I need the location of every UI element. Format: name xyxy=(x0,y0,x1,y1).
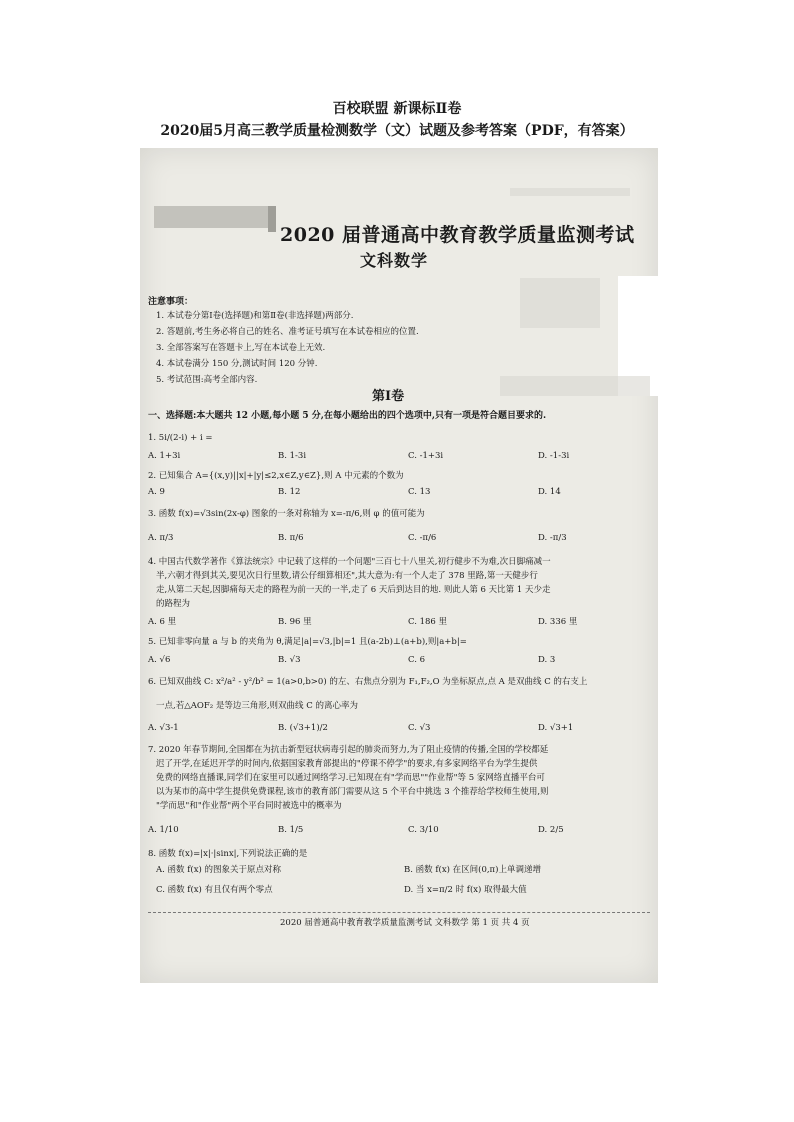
answer-option: A. √3-1 xyxy=(148,723,179,733)
answer-option: C. 3/10 xyxy=(408,825,439,835)
exam-title: 2020 届普通高中教育教学质量监测考试 xyxy=(280,224,635,246)
bleed-through-mark xyxy=(510,188,630,196)
part-title: 第Ⅰ卷 xyxy=(372,389,405,404)
answer-option: D. 3 xyxy=(538,655,556,665)
answer-option: B. 函数 f(x) 在区间(0,π)上单调递增 xyxy=(404,865,541,875)
answer-option: A. π/3 xyxy=(148,533,174,543)
answer-option: A. 函数 f(x) 的图象关于原点对称 xyxy=(156,865,282,875)
question-stem: 3. 函数 f(x)=√3sin(2x-φ) 图象的一条对称轴为 x=-π/6,则 φ 的值可能为 xyxy=(148,509,425,519)
answer-option: C. 186 里 xyxy=(408,617,448,627)
question-stem: 的路程为 xyxy=(156,599,191,609)
answer-option: A. 6 里 xyxy=(148,617,177,627)
question-stem: 2. 已知集合 A={(x,y)||x|+|y|≤2,x∈Z,y∈Z},则 A 中元素的个数为 xyxy=(148,471,404,481)
note-item: 2. 答题前,考生务必将自己的姓名、准考证号填写在本试卷相应的位置. xyxy=(156,327,419,337)
note-item: 5. 考试范围:高考全部内容. xyxy=(156,375,258,385)
answer-option: B. π/6 xyxy=(278,533,304,543)
bleed-through-mark xyxy=(520,278,600,328)
header-line-1: 百校联盟 新课标Ⅱ卷 xyxy=(332,101,462,117)
answer-option: B. 1-3i xyxy=(278,451,307,461)
question-stem: 免费的网络直播课,同学们在家里可以通过网络学习.已知现在有"学而思""作业帮"等 5 家网络直播平台可 xyxy=(156,773,545,783)
answer-option: C. √3 xyxy=(408,723,431,733)
question-stem: 一点,若△AOF₂ 是等边三角形,则双曲线 C 的离心率为 xyxy=(156,701,358,711)
answer-option: B. 1/5 xyxy=(278,825,304,835)
question-stem: 半,六朝才得到其关,要见次日行里数,请公仔细算相还",其大意为:有一个人走了 378 里路,第一天健步行 xyxy=(156,571,538,581)
bleed-through-mark xyxy=(500,376,650,396)
answer-option: C. 函数 f(x) 有且仅有两个零点 xyxy=(156,885,273,895)
answer-option: D. 14 xyxy=(538,487,561,497)
question-stem: 4. 中国古代数学著作《算法统宗》中记载了这样的一个问题"三百七十八里关,初行健步不为难,次日脚痛减一 xyxy=(148,557,551,567)
answer-option: D. 当 x=π/2 时 f(x) 取得最大值 xyxy=(404,885,527,895)
answer-option: D. -1-3i xyxy=(538,451,570,461)
answer-option: D. 336 里 xyxy=(538,617,578,627)
answer-option: D. √3+1 xyxy=(538,723,574,733)
answer-option: A. √6 xyxy=(148,655,171,665)
answer-option: C. -1+3i xyxy=(408,451,444,461)
note-item: 4. 本试卷满分 150 分,测试时间 120 分钟. xyxy=(156,359,318,369)
question-stem: 8. 函数 f(x)=|x|·|sinx|,下列说法正确的是 xyxy=(148,849,308,859)
exam-subtitle: 文科数学 xyxy=(360,251,429,270)
note-item: 1. 本试卷分第Ⅰ卷(选择题)和第Ⅱ卷(非选择题)两部分. xyxy=(156,311,354,321)
answer-option: B. √3 xyxy=(278,655,301,665)
redacted-stamp-edge xyxy=(268,206,276,232)
note-item: 3. 全部答案写在答题卡上,写在本试卷上无效. xyxy=(156,343,326,353)
scanned-exam-page xyxy=(140,148,658,983)
notes-heading: 注意事项： xyxy=(148,297,194,307)
answer-option: B. 12 xyxy=(278,487,301,497)
section-title: 一、选择题:本大题共 12 小题,每小题 5 分,在每小题给出的四个选项中,只有一项是符合题目要求的. xyxy=(148,411,547,421)
answer-option: B. 96 里 xyxy=(278,617,312,627)
answer-option: C. 13 xyxy=(408,487,431,497)
question-stem: 1. 5i/(2-i) + i = xyxy=(148,433,213,443)
question-stem: 走,从第二天起,因脚痛每天走的路程为前一天的一半,走了 6 天后到达目的地. 则此人第 6 天比第 1 天少走 xyxy=(156,585,551,595)
answer-option: A. 1+3i xyxy=(148,451,181,461)
header-line-2: 2020届5月高三教学质量检测数学（文）试题及参考答案（PDF，有答案） xyxy=(160,123,634,139)
answer-option: C. -π/6 xyxy=(408,533,437,543)
question-stem: "学而思"和"作业帮"两个平台同时被选中的概率为 xyxy=(156,801,342,811)
redacted-stamp xyxy=(154,206,276,228)
answer-option: D. 2/5 xyxy=(538,825,564,835)
question-stem: 以为某市的高中学生提供免费课程,该市的教育部门需要从这 5 个平台中挑选 3 个推荐给学校师生使用,则 xyxy=(156,787,549,797)
answer-option: A. 1/10 xyxy=(148,825,179,835)
footer-divider xyxy=(148,912,650,913)
question-stem: 6. 已知双曲线 C: x²/a² - y²/b² = 1(a>0,b>0) 的左、右焦点分别为 F₁,F₂,O 为坐标原点,点 A 是双曲线 C 的右支上 xyxy=(148,677,588,687)
answer-option: A. 9 xyxy=(148,487,165,497)
answer-option: B. (√3+1)/2 xyxy=(278,723,328,733)
question-stem: 7. 2020 年春节期间,全国都在为抗击新型冠状病毒引起的肺炎而努力,为了阻止疫情的传播,全国的学校都延 xyxy=(148,745,549,755)
question-stem: 5. 已知非零向量 a 与 b 的夹角为 θ,满足|a|=√3,|b|=1 且(a-2b)⊥(a+b),则|a+b|= xyxy=(148,637,467,647)
page-footer: 2020 届普通高中教育教学质量监测考试 文科数学 第 1 页 共 4 页 xyxy=(280,918,530,928)
question-stem: 迟了开学,在延迟开学的时间内,依据国家教育部提出的"停课不停学"的要求,有多家网络平台为学生提供 xyxy=(156,759,538,769)
answer-option: C. 6 xyxy=(408,655,426,665)
answer-option: D. -π/3 xyxy=(538,533,567,543)
